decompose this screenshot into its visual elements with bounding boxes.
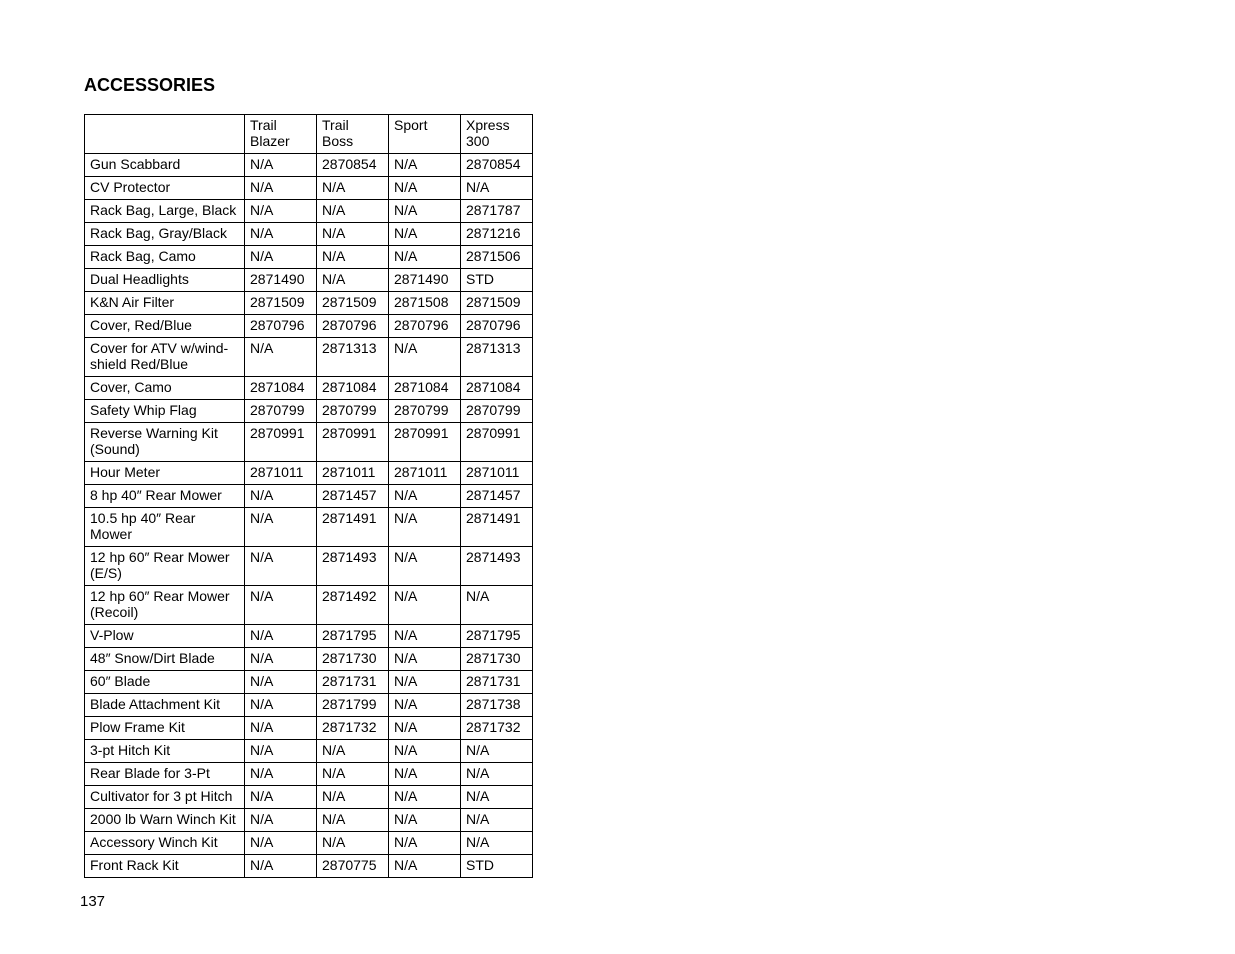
part-number-cell-trail-boss: 2871011 (317, 462, 389, 485)
accessory-name-cell: Rack Bag, Gray/Black (85, 223, 245, 246)
part-number-cell-sport: N/A (389, 740, 461, 763)
part-number-cell-trail-blazer: 2870799 (245, 400, 317, 423)
part-number-cell-trail-blazer: N/A (245, 740, 317, 763)
part-number-cell-trail-blazer: N/A (245, 154, 317, 177)
part-number-cell-xpress-300: 2871216 (461, 223, 533, 246)
accessory-name-cell: Blade Attachment Kit (85, 694, 245, 717)
accessory-name-cell: 8 hp 40″ Rear Mower (85, 485, 245, 508)
part-number-cell-sport: N/A (389, 832, 461, 855)
accessory-name-cell: Safety Whip Flag (85, 400, 245, 423)
column-header-xpress-300: Xpress 300 (461, 115, 533, 154)
table-row (85, 717, 533, 740)
part-number-cell-trail-blazer: N/A (245, 200, 317, 223)
part-number-cell-trail-blazer: N/A (245, 786, 317, 809)
table-row (85, 154, 533, 177)
part-number-cell-trail-boss: N/A (317, 809, 389, 832)
accessory-name-cell: 10.5 hp 40″ Rear Mower (85, 508, 245, 547)
part-number-cell-trail-boss: N/A (317, 200, 389, 223)
table-row (85, 400, 533, 423)
part-number-cell-sport: N/A (389, 586, 461, 625)
column-header-trail-blazer: Trail Blazer (245, 115, 317, 154)
accessory-name-cell: Plow Frame Kit (85, 717, 245, 740)
part-number-cell-trail-boss: 2871799 (317, 694, 389, 717)
table-row (85, 200, 533, 223)
column-header-sport: Sport (389, 115, 461, 154)
part-number-cell-xpress-300: 2870799 (461, 400, 533, 423)
part-number-cell-xpress-300: 2871738 (461, 694, 533, 717)
part-number-cell-trail-blazer: N/A (245, 586, 317, 625)
part-number-cell-trail-blazer: N/A (245, 832, 317, 855)
part-number-cell-xpress-300: 2871509 (461, 292, 533, 315)
table-row (85, 586, 533, 625)
accessory-name-cell: V-Plow (85, 625, 245, 648)
part-number-cell-trail-blazer: N/A (245, 763, 317, 786)
part-number-cell-trail-boss: 2871493 (317, 547, 389, 586)
part-number-cell-sport: N/A (389, 485, 461, 508)
table-row (85, 740, 533, 763)
part-number-cell-trail-boss: 2871492 (317, 586, 389, 625)
part-number-cell-trail-blazer: N/A (245, 177, 317, 200)
part-number-cell-trail-blazer: N/A (245, 809, 317, 832)
part-number-cell-trail-boss: N/A (317, 763, 389, 786)
part-number-cell-trail-boss: N/A (317, 246, 389, 269)
part-number-cell-trail-boss: 2871457 (317, 485, 389, 508)
part-number-cell-xpress-300: 2871084 (461, 377, 533, 400)
accessory-name-cell: Gun Scabbard (85, 154, 245, 177)
part-number-cell-sport: 2871490 (389, 269, 461, 292)
part-number-cell-sport: N/A (389, 855, 461, 878)
part-number-cell-sport: 2870799 (389, 400, 461, 423)
part-number-cell-xpress-300: 2871506 (461, 246, 533, 269)
part-number-cell-xpress-300: 2871787 (461, 200, 533, 223)
part-number-cell-sport: 2871084 (389, 377, 461, 400)
part-number-cell-xpress-300: N/A (461, 763, 533, 786)
table-header-row (85, 115, 533, 154)
part-number-cell-trail-blazer: N/A (245, 671, 317, 694)
part-number-cell-trail-boss: 2871731 (317, 671, 389, 694)
part-number-cell-xpress-300: STD (461, 855, 533, 878)
part-number-cell-xpress-300: N/A (461, 832, 533, 855)
part-number-cell-xpress-300: 2870991 (461, 423, 533, 462)
part-number-cell-trail-boss: 2871730 (317, 648, 389, 671)
table-row (85, 648, 533, 671)
part-number-cell-trail-boss: 2870991 (317, 423, 389, 462)
part-number-cell-xpress-300: 2871011 (461, 462, 533, 485)
part-number-cell-trail-blazer: N/A (245, 694, 317, 717)
part-number-cell-trail-blazer: N/A (245, 485, 317, 508)
part-number-cell-xpress-300: 2870796 (461, 315, 533, 338)
part-number-cell-sport: N/A (389, 223, 461, 246)
accessory-name-cell: Reverse Warning Kit (Sound) (85, 423, 245, 462)
accessory-name-cell: K&N Air Filter (85, 292, 245, 315)
table-row (85, 423, 533, 462)
part-number-cell-xpress-300: 2870854 (461, 154, 533, 177)
accessory-name-cell: CV Protector (85, 177, 245, 200)
part-number-cell-sport: N/A (389, 763, 461, 786)
accessory-name-cell: Rack Bag, Large, Black (85, 200, 245, 223)
table-row (85, 547, 533, 586)
part-number-cell-trail-blazer: 2871490 (245, 269, 317, 292)
part-number-cell-trail-boss: N/A (317, 269, 389, 292)
table-row (85, 625, 533, 648)
part-number-cell-trail-blazer: N/A (245, 338, 317, 377)
part-number-cell-trail-boss: N/A (317, 223, 389, 246)
part-number-cell-sport: N/A (389, 338, 461, 377)
accessory-name-cell: Rack Bag, Camo (85, 246, 245, 269)
part-number-cell-sport: 2870991 (389, 423, 461, 462)
part-number-cell-trail-boss: 2870796 (317, 315, 389, 338)
part-number-cell-trail-blazer: N/A (245, 246, 317, 269)
part-number-cell-sport: N/A (389, 809, 461, 832)
table-row (85, 786, 533, 809)
part-number-cell-trail-blazer: 2871509 (245, 292, 317, 315)
accessory-name-cell: 48″ Snow/Dirt Blade (85, 648, 245, 671)
part-number-cell-trail-blazer: N/A (245, 855, 317, 878)
part-number-cell-trail-blazer: N/A (245, 223, 317, 246)
accessory-name-cell: Accessory Winch Kit (85, 832, 245, 855)
accessory-name-cell: 12 hp 60″ Rear Mower (Recoil) (85, 586, 245, 625)
part-number-cell-xpress-300: 2871491 (461, 508, 533, 547)
table-row (85, 377, 533, 400)
table-row (85, 671, 533, 694)
part-number-cell-trail-boss: N/A (317, 786, 389, 809)
part-number-cell-trail-boss: N/A (317, 740, 389, 763)
column-header-item (85, 115, 245, 154)
table-row (85, 832, 533, 855)
accessory-name-cell: Hour Meter (85, 462, 245, 485)
accessory-name-cell: Cover for ATV w/wind- shield Red/Blue (85, 338, 245, 377)
part-number-cell-sport: N/A (389, 154, 461, 177)
part-number-cell-sport: 2870796 (389, 315, 461, 338)
part-number-cell-trail-blazer: 2871011 (245, 462, 317, 485)
table-row (85, 485, 533, 508)
table-row (85, 177, 533, 200)
part-number-cell-xpress-300: N/A (461, 740, 533, 763)
accessory-name-cell: 12 hp 60″ Rear Mower (E/S) (85, 547, 245, 586)
part-number-cell-trail-blazer: N/A (245, 547, 317, 586)
part-number-cell-sport: 2871508 (389, 292, 461, 315)
table-row (85, 338, 533, 377)
table-row (85, 763, 533, 786)
part-number-cell-trail-blazer: 2870991 (245, 423, 317, 462)
table-row (85, 809, 533, 832)
part-number-cell-xpress-300: STD (461, 269, 533, 292)
part-number-cell-trail-blazer: N/A (245, 508, 317, 547)
part-number-cell-trail-boss: N/A (317, 177, 389, 200)
accessory-name-cell: Rear Blade for 3-Pt (85, 763, 245, 786)
part-number-cell-sport: N/A (389, 200, 461, 223)
part-number-cell-trail-boss: 2871491 (317, 508, 389, 547)
accessories-table-body (85, 115, 533, 878)
part-number-cell-trail-boss: 2870775 (317, 855, 389, 878)
part-number-cell-trail-boss: N/A (317, 832, 389, 855)
table-row (85, 694, 533, 717)
part-number-cell-xpress-300: N/A (461, 809, 533, 832)
part-number-cell-trail-boss: 2871795 (317, 625, 389, 648)
part-number-cell-sport: N/A (389, 625, 461, 648)
accessory-name-cell: 2000 lb Warn Winch Kit (85, 809, 245, 832)
part-number-cell-sport: N/A (389, 671, 461, 694)
part-number-cell-sport: N/A (389, 717, 461, 740)
accessory-name-cell: Cover, Camo (85, 377, 245, 400)
page-number: 137 (80, 893, 106, 910)
part-number-cell-trail-blazer: 2871084 (245, 377, 317, 400)
part-number-cell-sport: N/A (389, 177, 461, 200)
table-row (85, 269, 533, 292)
part-number-cell-sport: N/A (389, 786, 461, 809)
accessory-name-cell: 3-pt Hitch Kit (85, 740, 245, 763)
part-number-cell-xpress-300: 2871732 (461, 717, 533, 740)
table-row (85, 855, 533, 878)
part-number-cell-sport: N/A (389, 246, 461, 269)
table-row (85, 462, 533, 485)
accessory-name-cell: 60″ Blade (85, 671, 245, 694)
accessory-name-cell: Cultivator for 3 pt Hitch (85, 786, 245, 809)
accessory-name-cell: Dual Headlights (85, 269, 245, 292)
part-number-cell-trail-boss: 2871732 (317, 717, 389, 740)
table-row (85, 223, 533, 246)
part-number-cell-xpress-300: 2871493 (461, 547, 533, 586)
part-number-cell-trail-boss: 2871313 (317, 338, 389, 377)
part-number-cell-sport: N/A (389, 547, 461, 586)
table-row (85, 292, 533, 315)
part-number-cell-trail-boss: 2870854 (317, 154, 389, 177)
part-number-cell-trail-blazer: N/A (245, 717, 317, 740)
accessory-name-cell: Cover, Red/Blue (85, 315, 245, 338)
table-row (85, 315, 533, 338)
table-row (85, 246, 533, 269)
part-number-cell-xpress-300: 2871313 (461, 338, 533, 377)
accessory-name-cell: Front Rack Kit (85, 855, 245, 878)
part-number-cell-trail-boss: 2871509 (317, 292, 389, 315)
part-number-cell-xpress-300: N/A (461, 786, 533, 809)
column-header-trail-boss: Trail Boss (317, 115, 389, 154)
part-number-cell-trail-blazer: N/A (245, 648, 317, 671)
table-row (85, 508, 533, 547)
part-number-cell-xpress-300: N/A (461, 177, 533, 200)
part-number-cell-sport: 2871011 (389, 462, 461, 485)
accessories-table (84, 114, 533, 878)
part-number-cell-sport: N/A (389, 694, 461, 717)
part-number-cell-xpress-300: 2871457 (461, 485, 533, 508)
part-number-cell-sport: N/A (389, 648, 461, 671)
part-number-cell-xpress-300: 2871731 (461, 671, 533, 694)
part-number-cell-xpress-300: 2871795 (461, 625, 533, 648)
part-number-cell-trail-boss: 2871084 (317, 377, 389, 400)
part-number-cell-xpress-300: N/A (461, 586, 533, 625)
page-title: ACCESSORIES (84, 75, 216, 95)
part-number-cell-trail-blazer: N/A (245, 625, 317, 648)
part-number-cell-trail-blazer: 2870796 (245, 315, 317, 338)
part-number-cell-sport: N/A (389, 508, 461, 547)
part-number-cell-trail-boss: 2870799 (317, 400, 389, 423)
part-number-cell-xpress-300: 2871730 (461, 648, 533, 671)
